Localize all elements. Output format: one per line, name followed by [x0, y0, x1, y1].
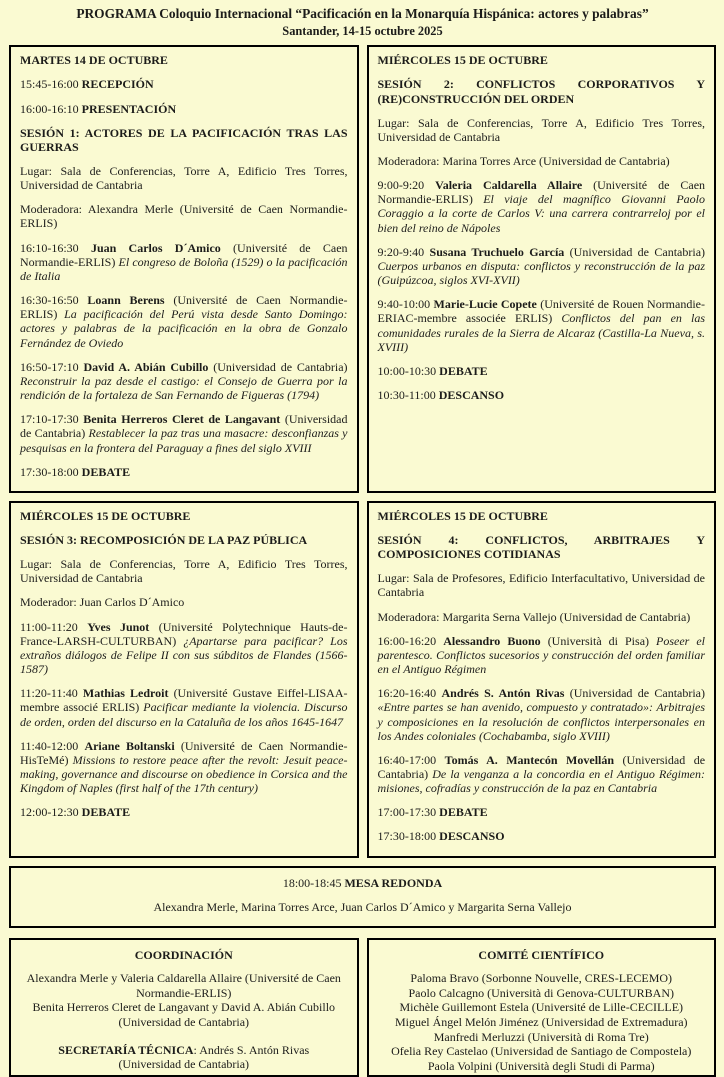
entry-paper-title: El viaje del magnífico Giovanni Paolo Coraggio a la corte de Carlos V: una carrera contrarreloj por el bien del reino de Nápoles: [377, 192, 705, 235]
secretaria-line: [20, 1043, 348, 1058]
session-entry: [378, 753, 706, 795]
session-box-3: [9, 501, 359, 858]
entry-paper-title: ¿Apartarse para pacificar? Los extraños diálogos de Felipe II con sus súbditos de Flandes (1566-1587): [20, 633, 348, 677]
venue-line: Lugar: Sala de Conferencias, Torre A, Edificio Tres Torres, Universidad de Cantabria: [377, 115, 705, 144]
entry-paper-title: Reconstruir la paz desde el castigo: el Consejo de Guerra por la rendición de la fortaleza de San Fernando de Figueras (1794): [20, 373, 348, 403]
footer-row: [9, 938, 716, 1077]
entry-time: 11:20-11:40: [20, 686, 78, 701]
entry-speaker: Andrés S. Antón Rivas: [441, 686, 565, 701]
mesa-redonda-box: [9, 866, 716, 928]
coordination-line: Benita Herreros Cleret de Langavant y David A. Abián Cubillo (Universidad de Cantabria): [32, 1000, 336, 1029]
entry-affiliation: (Université Gustave Eiffel-LISAA-membre associé ERLIS): [20, 686, 348, 715]
schedule-item: [378, 805, 706, 819]
venue-line: Lugar: Sala de Conferencias, Torre A, Edificio Tres Torres, Universidad de Cantabria: [20, 164, 348, 193]
entry-time: 9:40-10:00: [377, 297, 431, 312]
page-title: PROGRAMA Coloquio Internacional “Pacificación en la Monarquía Hispánica: actores y palabras”: [76, 6, 649, 21]
session-entry: [20, 620, 348, 677]
session-title: SESIÓN 3: RECOMPOSICIÓN DE LA PAZ PÚBLICA: [20, 532, 308, 547]
entry-paper-title: De la venganza a la concordia en el Antiguo Régimen: misiones, cofradías y construcción de la paz en Cantabria: [377, 767, 705, 796]
entry-time: 9:20-9:40: [377, 244, 425, 259]
entry-affiliation: (Universidad de Cantabria): [20, 412, 348, 441]
venue-line: Lugar: Sala de Profesores, Edificio Interfacultativo, Universidad de Cantabria: [377, 571, 705, 600]
entry-speaker: Susana Truchuelo García: [429, 244, 565, 259]
secretaria-institution: (Universidad de Cantabria): [118, 1057, 250, 1072]
session-entry: [378, 245, 706, 287]
item-label: DESCANSO: [438, 388, 505, 403]
session-entry: [20, 241, 348, 283]
committee-member: Paola Volpini (Università degli Studi di Parma): [427, 1058, 655, 1073]
venue-line: Lugar: Sala de Conferencias, Torre A, Edificio Tres Torres, Universidad de Cantabria: [20, 557, 348, 586]
mesa-label: MESA REDONDA: [344, 875, 443, 890]
item-time: 15:45-16:00: [20, 77, 79, 92]
session-title: SESIÓN 2: CONFLICTOS CORPORATIVOS Y (RE)CONSTRUCCIÓN DEL ORDEN: [377, 77, 705, 106]
session-entry: [20, 739, 348, 796]
entry-speaker: Valeria Caldarella Allaire: [435, 178, 583, 193]
coordination-box: [9, 938, 359, 1077]
session-entry: [378, 686, 706, 743]
committee-member: Manfredi Merluzzi (Università di Roma Tre): [433, 1029, 649, 1044]
session-entry: [378, 297, 706, 354]
entry-time: 11:40-12:00: [20, 738, 79, 753]
item-time: 17:00-17:30: [377, 805, 437, 820]
day-heading: MIÉRCOLES 15 DE OCTUBRE: [377, 508, 548, 523]
secretaria-label: SECRETARÍA TÉCNICA: [58, 1042, 194, 1057]
moderator-line: Moderadora: Alexandra Merle (Université de Caen Normandie-ERLIS): [20, 202, 348, 231]
entry-affiliation: (Université Polytechnique Hauts-de-France-LARSH-CULTURBAN): [20, 619, 348, 648]
entry-paper-title: Pacificar mediante la violencia. Discurso de orden, orden del discurso en la Cataluña de los años 1645-1647: [20, 700, 348, 729]
item-label: DEBATE: [81, 464, 131, 479]
committee-member: Paolo Calcagno (Università di Genova-CULTURBAN): [408, 985, 674, 1000]
entry-affiliation: (Université de Rouen Normandie-ERIAC-membre associée ERLIS): [377, 297, 706, 326]
entry-time: 16:00-16:20: [377, 633, 437, 648]
mesa-participants: Alexandra Merle, Marina Torres Arce, Juan Carlos D´Amico y Margarita Serna Vallejo: [153, 899, 572, 914]
entry-time: 9:00-9:20: [377, 178, 425, 193]
entry-speaker: Alessandro Buono: [443, 633, 541, 648]
entry-speaker: Yves Junot: [87, 619, 150, 634]
item-time: 10:00-10:30: [377, 363, 437, 378]
entry-affiliation: (Universidad de Cantabria): [213, 359, 348, 374]
schedule-item: [378, 364, 706, 378]
item-label: RECEPCIÓN: [81, 77, 154, 92]
item-time: 17:30-18:00: [377, 829, 437, 844]
schedule-item: [378, 829, 706, 843]
entry-paper-title: «Entre partes se han avenido, compuesto y contratado»: Arbitrajes y composiciones en la resolución de conflictos interpersonales en los Andes coloniales (Cochabamba, siglo XVIII): [377, 700, 705, 743]
committee-heading: COMITÉ CIENTÍFICO: [478, 947, 605, 962]
entry-time: 16:20-16:40: [377, 686, 437, 701]
entry-time: 17:10-17:30: [20, 412, 79, 427]
day-heading: MIÉRCOLES 15 DE OCTUBRE: [20, 508, 191, 523]
entry-paper-title: La pacificación del Perú vista desde Santo Domingo: actores y palabras de la pacificación en la obra de Gonzalo Fernández de Oviedo: [20, 307, 348, 350]
item-label: DEBATE: [81, 805, 131, 820]
entry-affiliation: (Universidad de Cantabria): [377, 752, 706, 781]
moderator-line: Moderadora: Margarita Serna Vallejo (Universidad de Cantabria): [377, 609, 691, 624]
item-time: 17:30-18:00: [20, 464, 79, 479]
entry-speaker: Juan Carlos D´Amico: [90, 240, 221, 255]
entry-speaker: Loann Berens: [87, 293, 165, 308]
schedule-item: [20, 102, 348, 116]
entry-paper-title: El congreso de Boloña (1529) o la pacificación de Italia: [20, 254, 348, 283]
session-entry: [20, 293, 348, 350]
item-label: DESCANSO: [439, 829, 505, 844]
coordination-heading: COORDINACIÓN: [134, 947, 233, 962]
entry-paper-title: Restablecer la paz tras una masacre: desconfianzas y pesquisas en la frontera del Paraguay a fines del siglo XVIII: [20, 426, 348, 455]
entry-time: 16:30-16:50: [20, 293, 79, 308]
entry-speaker: Marie-Lucie Copete: [433, 297, 537, 312]
entry-affiliation: (Université de Caen Normandie-ERLIS): [20, 293, 348, 322]
session-entry: [378, 178, 706, 235]
committee-member: Miguel Ángel Melón Jiménez (Universidad de Extremadura): [394, 1015, 688, 1029]
moderator-line: Moderador: Juan Carlos D´Amico: [20, 595, 185, 610]
committee-member: Michèle Guillemont Estela (Université de Lille-CECILLE): [399, 1000, 684, 1015]
entry-affiliation: (Università di Pisa): [547, 633, 650, 648]
session-title: SESIÓN 4: CONFLICTOS, ARBITRAJES Y COMPOSICIONES COTIDIANAS: [377, 532, 705, 562]
item-label: DEBATE: [439, 805, 488, 820]
entry-speaker: Tomás A. Mantecón Movellán: [444, 752, 615, 767]
entry-affiliation: (Universidad de Cantabria): [569, 244, 706, 259]
session-entry: [20, 412, 348, 454]
schedule-item: [378, 388, 706, 402]
entry-speaker: Benita Herreros Cleret de Langavant: [83, 412, 281, 427]
session-box-1: [9, 45, 359, 493]
entry-time: 11:00-11:20: [20, 619, 78, 634]
session-entry: [20, 360, 348, 402]
entry-time: 16:40-17:00: [377, 752, 437, 767]
schedule-item: [20, 465, 348, 479]
schedule-row-1: [9, 45, 716, 493]
entry-paper-title: Cuerpos urbanos en disputa: conflictos y reconstrucción de la paz (Guipúzcoa, siglos XVI-XVII): [377, 258, 705, 288]
schedule-row-2: [9, 501, 716, 858]
coordination-line: Alexandra Merle y Valeria Caldarella Allaire (Université de Caen Normandie-ERLIS): [26, 971, 341, 1000]
moderator-line: Moderadora: Marina Torres Arce (Universidad de Cantabria): [377, 154, 670, 168]
session-title: SESIÓN 1: ACTORES DE LA PACIFICACIÓN TRAS LAS GUERRAS: [20, 125, 348, 154]
session-entry: [20, 686, 348, 728]
entry-paper-title: Conflictos del pan en las comunidades rurales de la Sierra de Alcaraz (Castilla-La Nueva, s. XVIII): [377, 311, 705, 354]
session-entry: [378, 634, 706, 676]
item-time: 12:00-12:30: [20, 805, 79, 820]
session-box-2: [367, 45, 717, 493]
item-time: 16:00-16:10: [20, 101, 79, 116]
item-label: DEBATE: [439, 363, 488, 378]
committee-member: Paloma Bravo (Sorbonne Nouvelle, CRES-LECEMO): [410, 971, 673, 986]
entry-paper-title: Poseer el parentesco. Conflictos sucesorios y construcción del orden familiar en el Antiguo Régimen: [377, 633, 706, 677]
entry-affiliation: (Université de Caen Normandie-HisTeMé): [20, 738, 348, 767]
committee-member: Ofelia Rey Castelao (Universidad de Santiago de Compostela): [391, 1044, 692, 1059]
scientific-committee-box: [367, 938, 717, 1077]
item-time: 10:30-11:00: [377, 388, 436, 403]
entry-time: 16:50-17:10: [20, 359, 79, 374]
entry-speaker: Ariane Boltanski: [84, 738, 175, 753]
schedule-item: [20, 805, 348, 819]
page-subtitle: Santander, 14-15 octubre 2025: [282, 24, 443, 39]
entry-speaker: Mathias Ledroit: [82, 686, 169, 701]
entry-affiliation: (Universidad de Cantabria): [569, 686, 706, 701]
day-heading: MIÉRCOLES 15 DE OCTUBRE: [377, 53, 548, 68]
secretaria-names: : Andrés S. Antón Rivas: [193, 1042, 310, 1057]
entry-affiliation: (Université de Caen Normandie-ERLIS): [377, 178, 706, 207]
entry-time: 16:10-16:30: [20, 240, 79, 255]
mesa-time: 18:00-18:45: [282, 875, 342, 890]
mesa-redonda-heading: [21, 876, 704, 890]
item-label: PRESENTACIÓN: [81, 101, 177, 116]
schedule-item: [20, 77, 348, 91]
day-heading: MARTES 14 DE OCTUBRE: [20, 53, 168, 68]
entry-paper-title: Missions to restore peace after the revolt: Jesuit peace-making, governance and discourse on obedience in Corsica and the Kingdom of Naples (first half of the 17th century): [20, 752, 348, 796]
entry-speaker: David A. Abián Cubillo: [83, 359, 209, 374]
session-box-4: [367, 501, 717, 858]
entry-affiliation: (Université de Caen Normandie-ERLIS): [20, 240, 348, 269]
